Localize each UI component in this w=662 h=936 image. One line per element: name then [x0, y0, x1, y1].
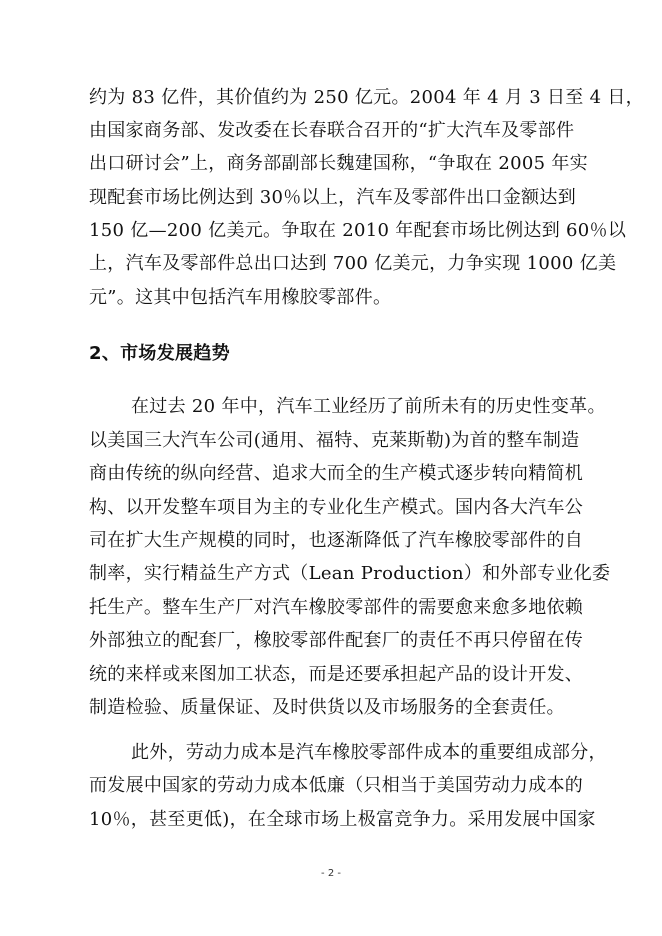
paragraph-1-line-3: 出口研讨会”上，商务部副部长魏建国称，“争取在 2005 年实: [89, 153, 588, 174]
paragraph-1-line-1: 约为 83 亿件，其价值约为 250 亿元。2004 年 4 月 3 日至 4 日，: [89, 87, 644, 108]
page-number: - 2 -: [321, 868, 341, 879]
paragraph-1-line-2: 由国家商务部、发改委在长春联合召开的“扩大汽车及零部件: [89, 120, 575, 141]
paragraph-1-line-4: 现配套市场比例达到 30％以上，汽车及零部件出口金额达到: [89, 187, 577, 208]
paragraph-2-line-4: 构、以开发整车项目为主的专业化生产模式。国内各大汽车公: [89, 497, 584, 518]
paragraph-2-line-10: 制造检验、质量保证、及时供货以及市场服务的全套责任。: [89, 697, 565, 718]
paragraph-2-line-2: 以美国三大汽车公司(通用、福特、克莱斯勒)为首的整车制造: [89, 430, 580, 451]
paragraph-2-line-7: 托生产。整车生产厂对汽车橡胶零部件的需要愈来愈多地依赖: [89, 597, 584, 618]
paragraph-3-line-1: 此外，劳动力成本是汽车橡胶零部件成本的重要组成部分，: [131, 742, 607, 763]
paragraph-3-line-3: 10％，甚至更低)，在全球市场上极富竞争力。采用发展中国家: [89, 809, 596, 830]
paragraph-1-line-6: 上，汽车及零部件总出口达到 700 亿美元，力争实现 1000 亿美: [89, 253, 617, 274]
paragraph-2-line-6: 制率，实行精益生产方式（Lean Production）和外部专业化委: [89, 563, 611, 584]
paragraph-2-line-9: 统的来样或来图加工状态，而是还要承担起产品的设计开发、: [89, 664, 584, 685]
paragraph-2-line-5: 司在扩大生产规模的同时，也逐渐降低了汽车橡胶零部件的自: [89, 530, 584, 551]
paragraph-2-line-1: 在过去 20 年中，汽车工业经历了前所未有的历史性变革。: [131, 396, 606, 417]
paragraph-1-line-7: 元”。这其中包括汽车用橡胶零部件。: [89, 287, 392, 308]
section-heading: 2、市场发展趋势: [89, 343, 230, 364]
paragraph-1-line-5: 150 亿—200 亿美元。争取在 2010 年配套市场比例达到 60％以: [89, 220, 627, 241]
paragraph-3-line-2: 而发展中国家的劳动力成本低廉（只相当于美国劳动力成本的: [89, 775, 584, 796]
paragraph-2-line-8: 外部独立的配套厂，橡胶零部件配套厂的责任不再只停留在传: [89, 630, 584, 651]
paragraph-2-line-3: 商由传统的纵向经营、追求大而全的生产模式逐步转向精简机: [89, 463, 584, 484]
